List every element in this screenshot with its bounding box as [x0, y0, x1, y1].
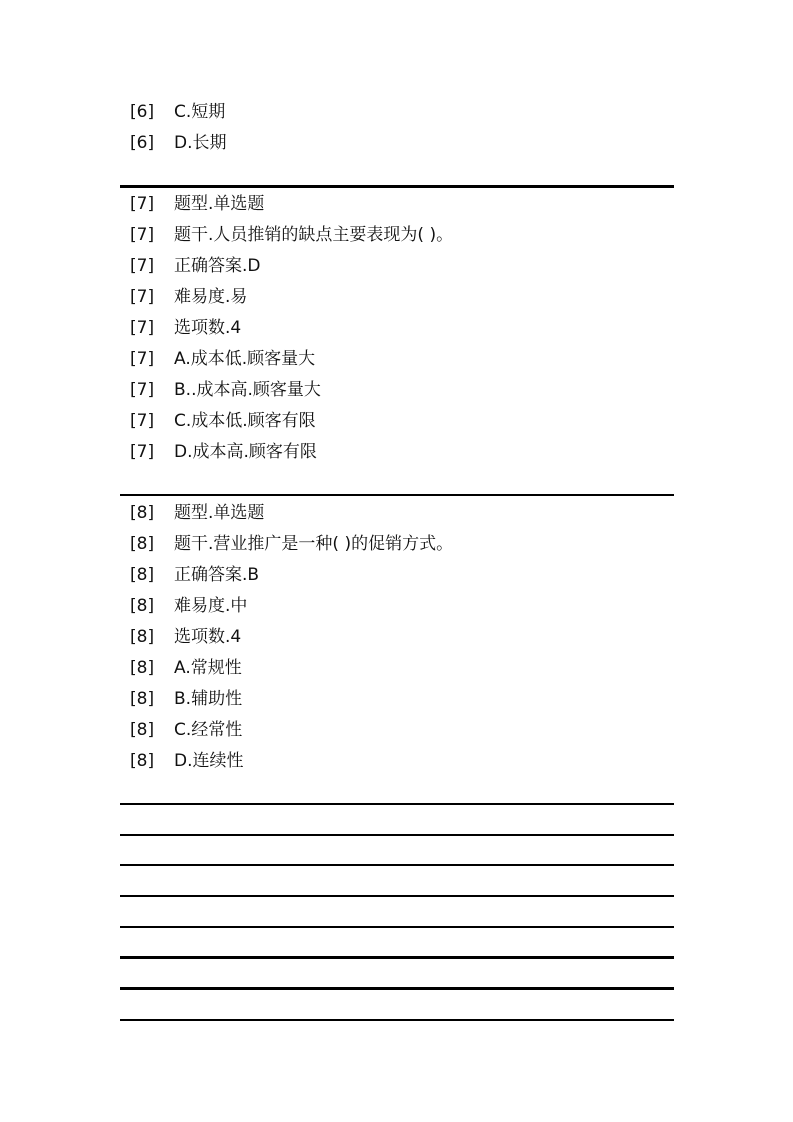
section-divider: [120, 956, 674, 959]
question-number: [7]: [130, 411, 155, 431]
question-type: 题型.单选题: [174, 503, 265, 523]
option-b: B.辅助性: [174, 689, 243, 709]
row-text: C.短期: [174, 102, 226, 122]
section-divider: [120, 1019, 674, 1021]
option-d: D.连续性: [174, 751, 244, 771]
question-number: [8]: [130, 689, 155, 709]
section-divider: [120, 494, 674, 496]
section-divider: [120, 834, 674, 836]
question-number: [7]: [130, 318, 155, 338]
question-number: [8]: [130, 751, 155, 771]
question-number: [8]: [130, 658, 155, 678]
section-divider: [120, 864, 674, 866]
section-divider: [120, 926, 674, 928]
option-c: C.经常性: [174, 720, 243, 740]
question-stem: 题干.营业推广是一种( )的促销方式。: [174, 534, 454, 554]
question-number: [8]: [130, 534, 155, 554]
option-a: A.成本低.顾客量大: [174, 349, 316, 369]
section-divider: [120, 987, 674, 990]
question-number: [7]: [130, 442, 155, 462]
question-number: [7]: [130, 287, 155, 307]
option-b: B..成本高.顾客量大: [174, 380, 321, 400]
difficulty: 难易度.中: [174, 596, 248, 616]
option-count: 选项数.4: [174, 627, 242, 647]
option-d: D.成本高.顾客有限: [174, 442, 317, 462]
question-number: [7]: [130, 194, 155, 214]
section-divider: [120, 895, 674, 897]
question-number: [7]: [130, 380, 155, 400]
row-text: D.长期: [174, 133, 227, 153]
section-divider: [120, 803, 674, 805]
question-number: [8]: [130, 596, 155, 616]
question-number: [8]: [130, 503, 155, 523]
option-count: 选项数.4: [174, 318, 242, 338]
option-a: A.常规性: [174, 658, 242, 678]
question-number: [7]: [130, 256, 155, 276]
correct-answer: 正确答案.B: [174, 565, 260, 585]
question-type: 题型.单选题: [174, 194, 265, 214]
question-number: [8]: [130, 720, 155, 740]
question-number: [8]: [130, 565, 155, 585]
question-number: [7]: [130, 225, 155, 245]
question-number: [6]: [130, 102, 155, 122]
section-divider: [120, 185, 674, 188]
question-number: [6]: [130, 133, 155, 153]
question-number: [7]: [130, 349, 155, 369]
question-stem: 题干.人员推销的缺点主要表现为( )。: [174, 225, 454, 245]
question-number: [8]: [130, 627, 155, 647]
correct-answer: 正确答案.D: [174, 256, 261, 276]
option-c: C.成本低.顾客有限: [174, 411, 316, 431]
difficulty: 难易度.易: [174, 287, 248, 307]
